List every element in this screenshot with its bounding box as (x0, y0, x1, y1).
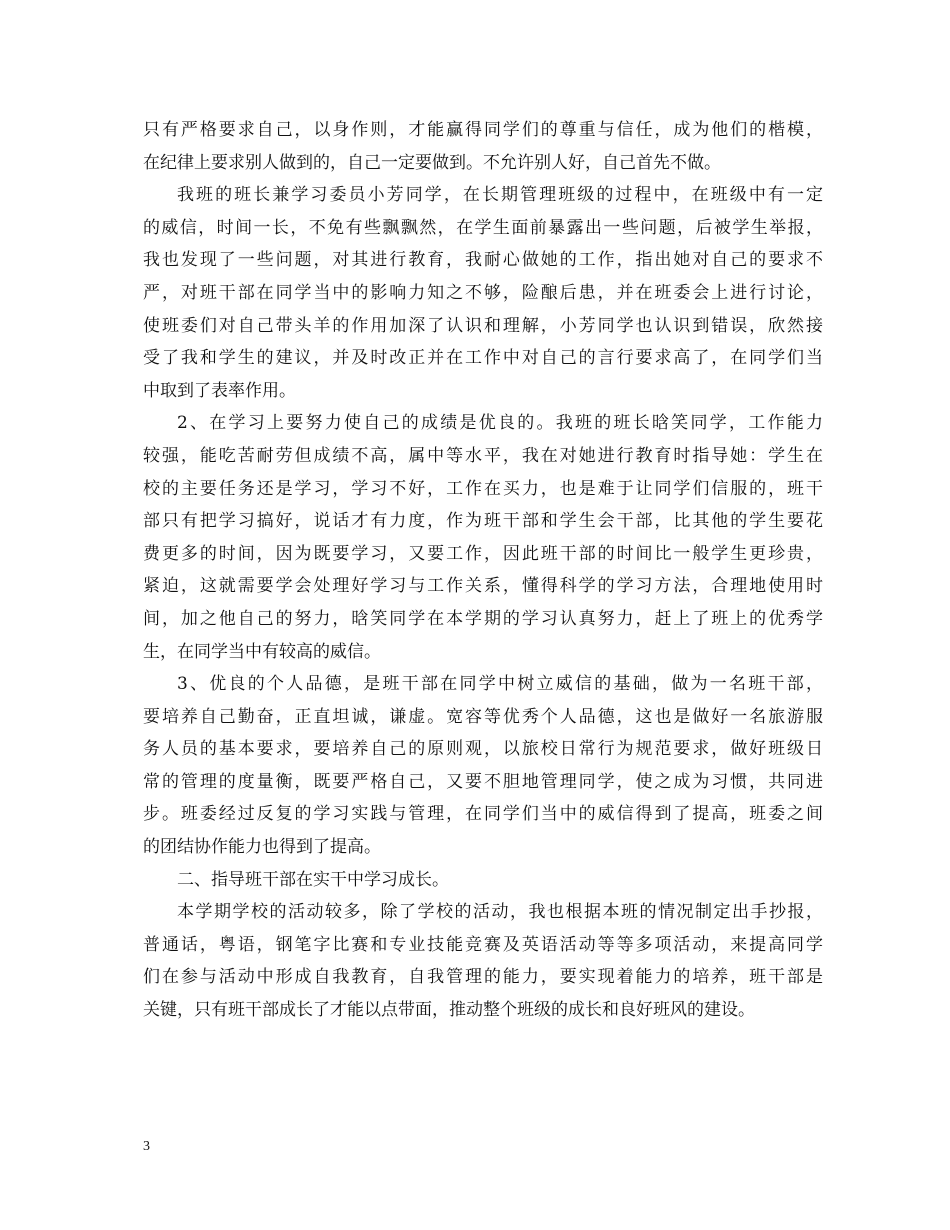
text-line: 严，对班干部在同学当中的影响力知之不够，险酿后患，并在班委会上进行讨论， (143, 282, 823, 303)
text-line: 常的管理的度量衡，既要严格自己，又要不胆地管理同学，使之成为习惯，共同进 (143, 771, 823, 792)
paragraph (143, 896, 823, 1026)
text-line: 较强，能吃苦耐劳但成绩不高，属中等水平，我在对她进行教育时指导她：学生在 (143, 445, 823, 466)
text-line: 生，在同学当中有较高的威信。 (143, 641, 381, 662)
text-line: 要培养自己勤奋，正直坦诚，谦虚。宽容等优秀个人品德，这也是做好一名旅游服 (143, 706, 823, 727)
text-line: 在纪律上要求别人做到的，自己一定要做到。不允许别人好，自己首先不做。 (143, 152, 721, 173)
text-line: 们在参与活动中形成自我教育，自我管理的能力，要实现着能力的培养，班干部是 (143, 967, 823, 988)
paragraph (143, 179, 823, 407)
text-line: 的团结协作能力也得到了提高。 (143, 837, 381, 858)
text-line: 的威信，时间一长，不免有些飘飘然，在学生面前暴露出一些问题，后被学生举报， (143, 217, 823, 238)
text-line: 我班的班长兼学习委员小芳同学，在长期管理班级的过程中，在班级中有一定 (177, 185, 823, 206)
text-line: 间，加之他自己的努力，晗笑同学在本学期的学习认真努力，赶上了班上的优秀学 (143, 608, 823, 629)
paragraph (143, 864, 823, 897)
paragraph (143, 114, 823, 179)
text-line: 使班委们对自己带头羊的作用加深了认识和理解，小芳同学也认识到错误，欣然接 (143, 315, 823, 336)
text-line: 关键，只有班干部成长了才能以点带面，推动整个班级的成长和良好班风的建设。 (143, 1000, 755, 1021)
text-line: 务人员的基本要求，要培养自己的原则观，以旅校日常行为规范要求，做好班级日 (143, 739, 823, 760)
text-line: 校的主要任务还是学习，学习不好，工作在买力，也是难于让同学们信服的，班干 (143, 478, 823, 499)
document-body (143, 114, 823, 1027)
text-line: 我也发现了一些问题，对其进行教育，我耐心做她的工作，指出她对自己的要求不 (143, 250, 823, 271)
text-line: 中取到了表率作用。 (143, 380, 296, 401)
paragraph (143, 407, 823, 668)
paragraph (143, 668, 823, 864)
text-line: 2、在学习上要努力使自己的成绩是优良的。我班的班长晗笑同学，工作能力 (177, 413, 823, 434)
text-line: 普通话，粤语，钢笔字比赛和专业技能竞赛及英语活动等等多项活动，来提高同学 (143, 934, 823, 955)
page-number: 3 (143, 1139, 150, 1154)
text-line: 紧迫，这就需要学会处理好学习与工作关系，懂得科学的学习方法，合理地使用时 (143, 576, 823, 597)
text-line: 部只有把学习搞好，说话才有力度，作为班干部和学生会干部，比其他的学生要花 (143, 511, 823, 532)
text-line: 只有严格要求自己，以身作则，才能赢得同学们的尊重与信任，成为他们的楷模， (143, 120, 823, 140)
text-line: 3、优良的个人品德，是班干部在同学中树立威信的基础，做为一名班干部， (177, 674, 823, 695)
text-line: 二、指导班干部在实干中学习成长。 (177, 869, 449, 890)
text-line: 步。班委经过反复的学习实践与管理，在同学们当中的威信得到了提高，班委之间 (143, 804, 823, 825)
text-line: 受了我和学生的建议，并及时改正并在工作中对自己的言行要求高了，在同学们当 (143, 348, 823, 369)
text-line: 费更多的时间，因为既要学习，又要工作，因此班干部的时间比一般学生更珍贵， (143, 543, 823, 564)
text-line: 本学期学校的活动较多，除了学校的活动，我也根据本班的情况制定出手抄报， (177, 902, 823, 923)
